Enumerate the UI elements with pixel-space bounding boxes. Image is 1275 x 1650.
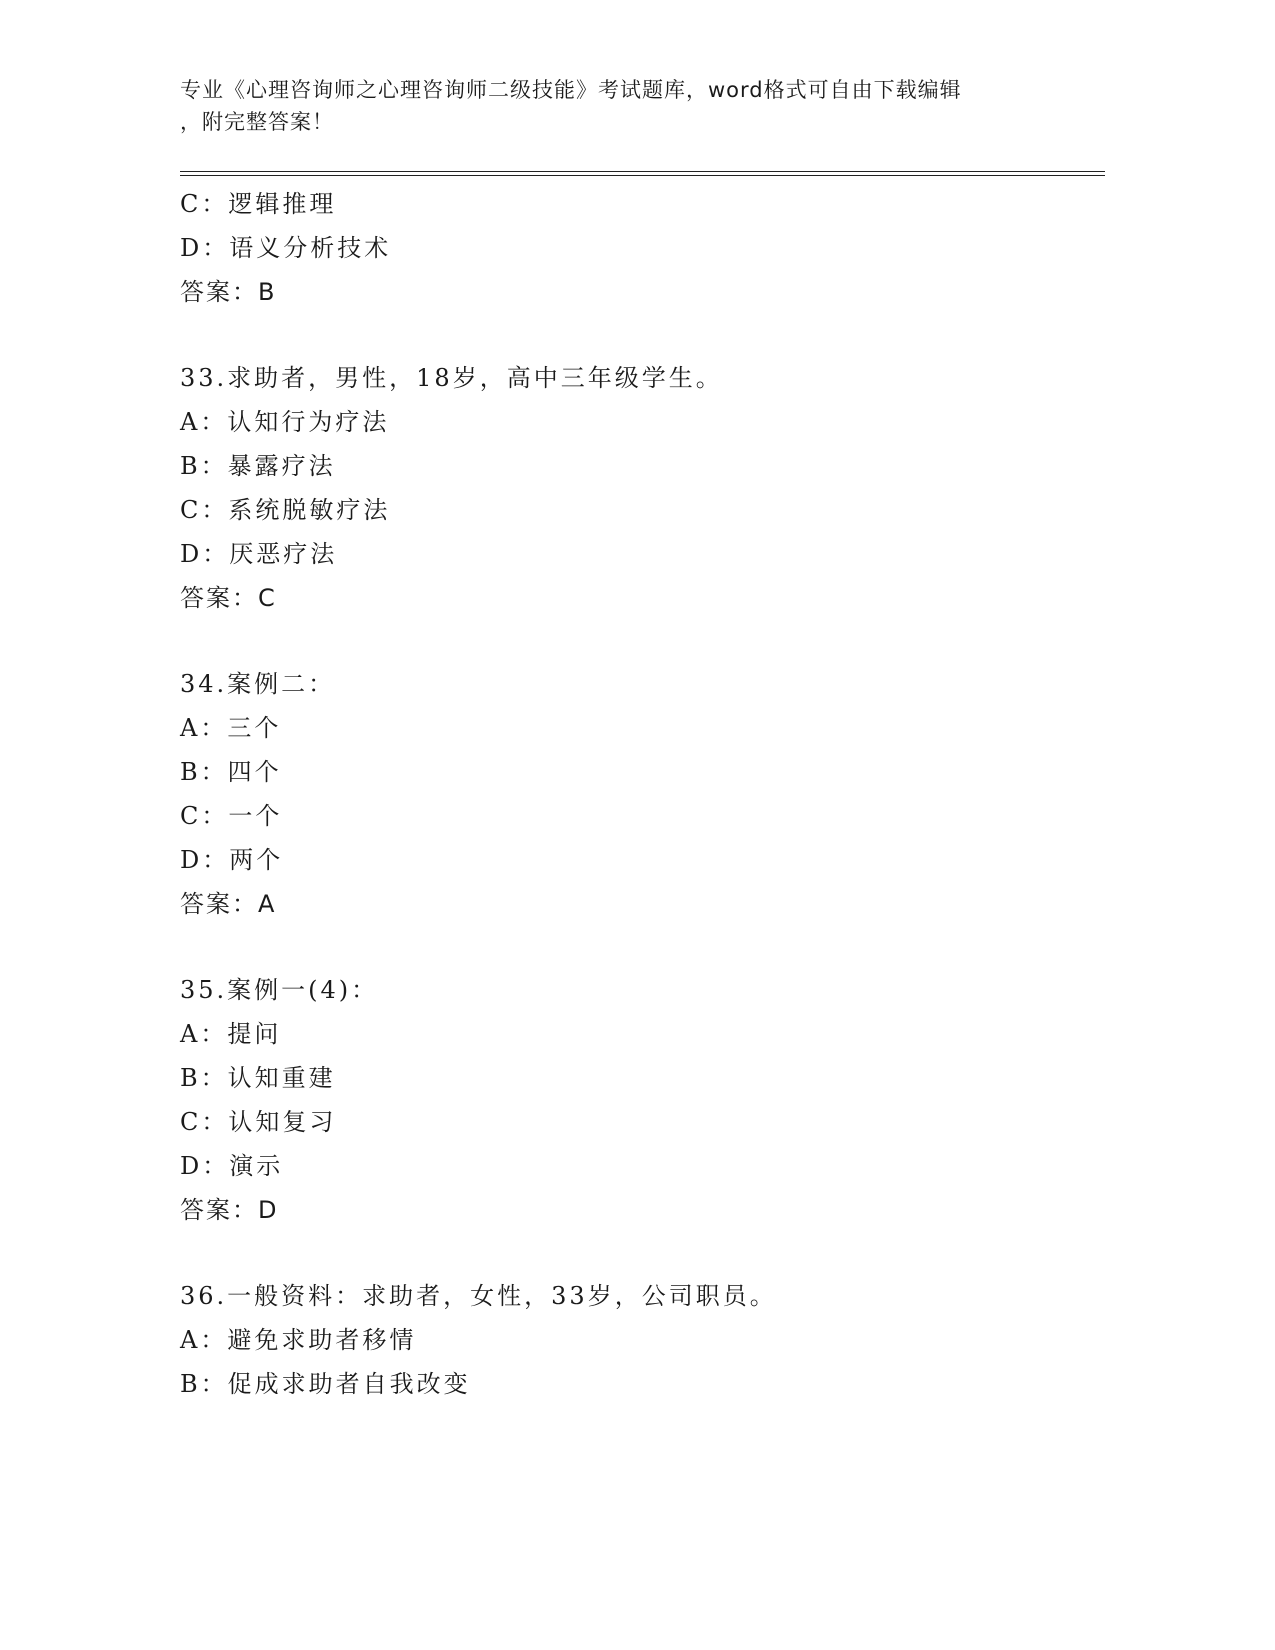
question-text: 36.一般资料：求助者，女性，33岁，公司职员。 bbox=[180, 1282, 777, 1310]
answer-line: 答案：A bbox=[180, 890, 277, 918]
option-b: B：促成求助者自我改变 bbox=[180, 1370, 471, 1398]
question-text: 34.案例二： bbox=[180, 670, 336, 698]
option-d: D：厌恶疗法 bbox=[180, 540, 338, 568]
question-block-34 bbox=[180, 662, 1105, 926]
document-header bbox=[180, 74, 1060, 138]
option-a: A：避免求助者移情 bbox=[180, 1326, 417, 1354]
answer-line: 答案：B bbox=[180, 278, 277, 306]
block-gap bbox=[180, 1232, 1105, 1274]
header-line-1: 专业《心理咨询师之心理咨询师二级技能》考试题库，word格式可自由下载编辑 bbox=[180, 78, 962, 102]
question-block-32 bbox=[180, 182, 1105, 314]
answer-line: 答案：C bbox=[180, 584, 277, 612]
header-divider-top bbox=[180, 171, 1105, 172]
block-gap bbox=[180, 926, 1105, 968]
question-text: 35.案例一(4)： bbox=[180, 976, 379, 1004]
question-block-33 bbox=[180, 356, 1105, 620]
option-c: C：逻辑推理 bbox=[180, 190, 337, 218]
option-b: B：认知重建 bbox=[180, 1064, 336, 1092]
option-a: A：认知行为疗法 bbox=[180, 408, 390, 436]
question-text: 33.求助者，男性，18岁，高中三年级学生。 bbox=[180, 364, 723, 392]
option-d: D：两个 bbox=[180, 846, 284, 874]
question-block-36 bbox=[180, 1274, 1105, 1406]
header-line-2: ，附完整答案！ bbox=[180, 110, 334, 134]
option-a: A：三个 bbox=[180, 714, 282, 742]
block-gap bbox=[180, 620, 1105, 662]
option-a: A：提问 bbox=[180, 1020, 282, 1048]
option-c: C：一个 bbox=[180, 802, 283, 830]
option-b: B：暴露疗法 bbox=[180, 452, 336, 480]
option-c: C：认知复习 bbox=[180, 1108, 337, 1136]
question-list bbox=[180, 182, 1105, 1406]
answer-line: 答案：D bbox=[180, 1196, 279, 1224]
option-b: B：四个 bbox=[180, 758, 282, 786]
block-gap bbox=[180, 314, 1105, 356]
option-c: C：系统脱敏疗法 bbox=[180, 496, 391, 524]
option-d: D：演示 bbox=[180, 1152, 284, 1180]
option-d: D：语义分析技术 bbox=[180, 234, 392, 262]
question-block-35 bbox=[180, 968, 1105, 1232]
header-divider-bottom bbox=[180, 175, 1105, 176]
